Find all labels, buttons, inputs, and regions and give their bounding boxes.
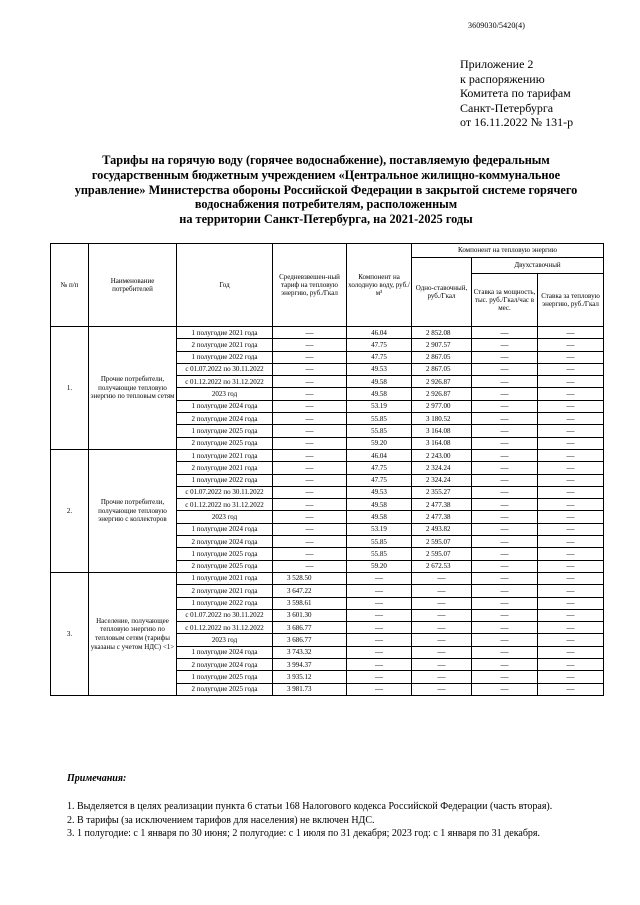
- heat-rate-cell: —: [538, 609, 604, 621]
- heat-rate-cell: —: [538, 339, 604, 351]
- consumer-category: Прочие потребители, получающие тепловую энергию с коллекторов: [89, 449, 177, 572]
- average-tariff-cell: —: [273, 523, 347, 535]
- heat-rate-cell: —: [538, 388, 604, 400]
- notes-block: [67, 773, 552, 841]
- cold-water-cell: —: [347, 683, 412, 695]
- capacity-rate-cell: —: [472, 671, 538, 683]
- one-rate-cell: —: [412, 683, 472, 695]
- heat-rate-cell: —: [538, 572, 604, 584]
- cold-water-cell: 55.85: [347, 536, 412, 548]
- capacity-rate-cell: —: [472, 585, 538, 597]
- capacity-rate-cell: —: [472, 659, 538, 671]
- average-tariff-cell: —: [273, 449, 347, 461]
- average-tariff-cell: 3 994.37: [273, 659, 347, 671]
- appendix-block: [460, 57, 573, 130]
- cold-water-cell: 49.58: [347, 511, 412, 523]
- capacity-rate-cell: —: [472, 400, 538, 412]
- header-cold-water-component: Компонент на холодную воду, руб./м³: [347, 244, 412, 327]
- header-capacity-rate: Ставка за мощность, тыс. руб./Гкал/час в мес.: [472, 274, 538, 327]
- heat-rate-cell: —: [538, 437, 604, 449]
- title-line: водоснабжения потребителям, расположенным: [194, 197, 458, 212]
- document-number: 3609030/5420(4): [468, 21, 526, 30]
- period-cell: 2 полугодие 2024 года: [177, 659, 273, 671]
- capacity-rate-cell: —: [472, 622, 538, 634]
- average-tariff-cell: 3 528.50: [273, 572, 347, 584]
- tariff-table: [50, 243, 604, 696]
- capacity-rate-cell: —: [472, 523, 538, 535]
- capacity-rate-cell: —: [472, 376, 538, 388]
- heat-rate-cell: —: [538, 449, 604, 461]
- average-tariff-cell: 3 601.30: [273, 609, 347, 621]
- header-consumer-name: Наименование потребителей: [89, 244, 177, 327]
- cold-water-cell: 49.58: [347, 388, 412, 400]
- average-tariff-cell: 3 686.77: [273, 622, 347, 634]
- period-cell: 2 полугодие 2025 года: [177, 437, 273, 449]
- average-tariff-cell: —: [273, 536, 347, 548]
- period-cell: с 01.07.2022 по 30.11.2022: [177, 363, 273, 375]
- capacity-rate-cell: —: [472, 449, 538, 461]
- header-heat-component: Компонент на тепловую энергию: [412, 244, 604, 258]
- one-rate-cell: 3 180.52: [412, 413, 472, 425]
- consumer-category: Население, получающее тепловую энергию по тепловым сетям (тарифы указаны с учетом НДС) <1>: [89, 572, 177, 695]
- period-cell: с 01.07.2022 по 30.11.2022: [177, 486, 273, 498]
- appendix-line: к распоряжению: [460, 71, 545, 86]
- table-row: [51, 572, 604, 584]
- average-tariff-cell: —: [273, 560, 347, 572]
- cold-water-cell: 55.85: [347, 413, 412, 425]
- average-tariff-cell: 3 743.32: [273, 646, 347, 658]
- capacity-rate-cell: —: [472, 572, 538, 584]
- period-cell: 1 полугодие 2022 года: [177, 474, 273, 486]
- period-cell: 2 полугодие 2021 года: [177, 585, 273, 597]
- heat-rate-cell: —: [538, 425, 604, 437]
- appendix-line: от 16.11.2022 № 131-р: [460, 115, 574, 130]
- average-tariff-cell: —: [273, 339, 347, 351]
- period-cell: 1 полугодие 2021 года: [177, 572, 273, 584]
- cold-water-cell: —: [347, 659, 412, 671]
- row-number: 3.: [51, 572, 89, 695]
- heat-rate-cell: —: [538, 585, 604, 597]
- period-cell: 1 полугодие 2024 года: [177, 400, 273, 412]
- note-item: 1. Выделяется в целях реализации пункта 6 статьи 168 Налогового кодекса Российской Федерации (часть вторая).: [67, 801, 553, 812]
- heat-rate-cell: —: [538, 474, 604, 486]
- one-rate-cell: —: [412, 671, 472, 683]
- cold-water-cell: —: [347, 671, 412, 683]
- cold-water-cell: 46.04: [347, 449, 412, 461]
- capacity-rate-cell: —: [472, 351, 538, 363]
- one-rate-cell: 2 867.05: [412, 363, 472, 375]
- heat-rate-cell: —: [538, 486, 604, 498]
- average-tariff-cell: —: [273, 351, 347, 363]
- period-cell: 2 полугодие 2025 года: [177, 560, 273, 572]
- cold-water-cell: 59.20: [347, 560, 412, 572]
- average-tariff-cell: 3 686.77: [273, 634, 347, 646]
- capacity-rate-cell: —: [472, 327, 538, 339]
- one-rate-cell: —: [412, 646, 472, 658]
- average-tariff-cell: 3 935.12: [273, 671, 347, 683]
- heat-rate-cell: —: [538, 634, 604, 646]
- heat-rate-cell: —: [538, 597, 604, 609]
- heat-rate-cell: —: [538, 327, 604, 339]
- title-line: управление» Министерства обороны Российской Федерации в закрытой системе горячего: [74, 182, 578, 197]
- capacity-rate-cell: —: [472, 597, 538, 609]
- capacity-rate-cell: —: [472, 560, 538, 572]
- period-cell: с 01.12.2022 по 31.12.2022: [177, 376, 273, 388]
- title-line: государственным бюджетным учреждением «Центральное жилищно-коммунальное: [91, 167, 561, 182]
- header-two-rate: Двухставочный: [472, 258, 604, 274]
- capacity-rate-cell: —: [472, 499, 538, 511]
- heat-rate-cell: —: [538, 462, 604, 474]
- period-cell: 1 полугодие 2025 года: [177, 671, 273, 683]
- cold-water-cell: 49.53: [347, 486, 412, 498]
- one-rate-cell: 2 493.82: [412, 523, 472, 535]
- average-tariff-cell: —: [273, 462, 347, 474]
- period-cell: 1 полугодие 2021 года: [177, 327, 273, 339]
- capacity-rate-cell: —: [472, 486, 538, 498]
- average-tariff-cell: —: [273, 511, 347, 523]
- average-tariff-cell: —: [273, 376, 347, 388]
- heat-rate-cell: —: [538, 548, 604, 560]
- period-cell: 2023 год: [177, 511, 273, 523]
- heat-rate-cell: —: [538, 499, 604, 511]
- period-cell: 2023 год: [177, 388, 273, 400]
- header-num: № п/п: [51, 244, 89, 327]
- period-cell: 2 полугодие 2021 года: [177, 462, 273, 474]
- period-cell: 1 полугодие 2024 года: [177, 646, 273, 658]
- average-tariff-cell: —: [273, 474, 347, 486]
- appendix-line: Санкт-Петербурга: [460, 100, 554, 115]
- cold-water-cell: 49.53: [347, 363, 412, 375]
- capacity-rate-cell: —: [472, 413, 538, 425]
- one-rate-cell: 2 595.07: [412, 536, 472, 548]
- period-cell: 1 полугодие 2025 года: [177, 548, 273, 560]
- average-tariff-cell: —: [273, 437, 347, 449]
- cold-water-cell: 55.85: [347, 548, 412, 560]
- average-tariff-cell: —: [273, 363, 347, 375]
- capacity-rate-cell: —: [472, 425, 538, 437]
- one-rate-cell: —: [412, 609, 472, 621]
- heat-rate-cell: —: [538, 511, 604, 523]
- capacity-rate-cell: —: [472, 548, 538, 560]
- capacity-rate-cell: —: [472, 634, 538, 646]
- period-cell: 1 полугодие 2025 года: [177, 425, 273, 437]
- cold-water-cell: 46.04: [347, 327, 412, 339]
- cold-water-cell: —: [347, 585, 412, 597]
- cold-water-cell: 47.75: [347, 462, 412, 474]
- capacity-rate-cell: —: [472, 339, 538, 351]
- one-rate-cell: 2 477.38: [412, 511, 472, 523]
- table-row: [51, 449, 604, 461]
- cold-water-cell: 49.58: [347, 499, 412, 511]
- one-rate-cell: 2 324.24: [412, 474, 472, 486]
- one-rate-cell: 3 164.08: [412, 437, 472, 449]
- heat-rate-cell: —: [538, 376, 604, 388]
- period-cell: 2023 год: [177, 634, 273, 646]
- period-cell: 1 полугодие 2022 года: [177, 351, 273, 363]
- period-cell: 2 полугодие 2025 года: [177, 683, 273, 695]
- heat-rate-cell: —: [538, 683, 604, 695]
- capacity-rate-cell: —: [472, 388, 538, 400]
- average-tariff-cell: —: [273, 425, 347, 437]
- average-tariff-cell: —: [273, 388, 347, 400]
- one-rate-cell: 2 477.38: [412, 499, 472, 511]
- period-cell: с 01.12.2022 по 31.12.2022: [177, 622, 273, 634]
- one-rate-cell: 2 907.57: [412, 339, 472, 351]
- cold-water-cell: 55.85: [347, 425, 412, 437]
- appendix-line: Приложение 2: [460, 57, 534, 71]
- table-header: [51, 244, 604, 327]
- header-average-tariff: Средневзвешен-ный тариф на тепловую энергию, руб./Гкал: [273, 244, 347, 327]
- header-heat-energy-rate: Ставка за тепловую энергию, руб./Гкал: [538, 274, 604, 327]
- average-tariff-cell: —: [273, 486, 347, 498]
- capacity-rate-cell: —: [472, 536, 538, 548]
- cold-water-cell: 53.19: [347, 400, 412, 412]
- capacity-rate-cell: —: [472, 683, 538, 695]
- cold-water-cell: —: [347, 572, 412, 584]
- row-number: 1.: [51, 327, 89, 450]
- average-tariff-cell: 3 647.22: [273, 585, 347, 597]
- cold-water-cell: 59.20: [347, 437, 412, 449]
- average-tariff-cell: —: [273, 413, 347, 425]
- cold-water-cell: —: [347, 646, 412, 658]
- one-rate-cell: —: [412, 659, 472, 671]
- period-cell: 2 полугодие 2024 года: [177, 413, 273, 425]
- one-rate-cell: 2 926.87: [412, 376, 472, 388]
- heat-rate-cell: —: [538, 351, 604, 363]
- cold-water-cell: —: [347, 609, 412, 621]
- period-cell: с 01.12.2022 по 31.12.2022: [177, 499, 273, 511]
- heat-rate-cell: —: [538, 363, 604, 375]
- one-rate-cell: 2 324.24: [412, 462, 472, 474]
- heat-rate-cell: —: [538, 622, 604, 634]
- one-rate-cell: 2 852.08: [412, 327, 472, 339]
- capacity-rate-cell: —: [472, 363, 538, 375]
- one-rate-cell: 2 672.53: [412, 560, 472, 572]
- cold-water-cell: 49.58: [347, 376, 412, 388]
- period-cell: 1 полугодие 2021 года: [177, 449, 273, 461]
- heat-rate-cell: —: [538, 560, 604, 572]
- average-tariff-cell: —: [273, 499, 347, 511]
- heat-rate-cell: —: [538, 536, 604, 548]
- title-line: Тарифы на горячую воду (горячее водоснабжение), поставляемую федеральным: [102, 153, 550, 167]
- row-number: 2.: [51, 449, 89, 572]
- capacity-rate-cell: —: [472, 437, 538, 449]
- capacity-rate-cell: —: [472, 511, 538, 523]
- notes-heading: Примечания:: [67, 773, 127, 784]
- average-tariff-cell: 3 981.73: [273, 683, 347, 695]
- one-rate-cell: 2 926.87: [412, 388, 472, 400]
- one-rate-cell: 3 164.08: [412, 425, 472, 437]
- table-body: [51, 327, 604, 696]
- capacity-rate-cell: —: [472, 609, 538, 621]
- header-year: Год: [177, 244, 273, 327]
- header-one-rate: Одно-ставочный, руб./Гкал: [412, 258, 472, 327]
- one-rate-cell: —: [412, 597, 472, 609]
- one-rate-cell: 2 243.00: [412, 449, 472, 461]
- capacity-rate-cell: —: [472, 646, 538, 658]
- cold-water-cell: —: [347, 634, 412, 646]
- period-cell: 1 полугодие 2022 года: [177, 597, 273, 609]
- period-cell: 1 полугодие 2024 года: [177, 523, 273, 535]
- average-tariff-cell: —: [273, 548, 347, 560]
- heat-rate-cell: —: [538, 413, 604, 425]
- capacity-rate-cell: —: [472, 474, 538, 486]
- note-item: 2. В тарифы (за исключением тарифов для населения) не включен НДС.: [67, 814, 375, 826]
- heat-rate-cell: —: [538, 400, 604, 412]
- cold-water-cell: —: [347, 597, 412, 609]
- table-row: [51, 327, 604, 339]
- cold-water-cell: 47.75: [347, 339, 412, 351]
- cold-water-cell: —: [347, 622, 412, 634]
- period-cell: с 01.07.2022 по 30.11.2022: [177, 609, 273, 621]
- period-cell: 2 полугодие 2024 года: [177, 536, 273, 548]
- one-rate-cell: 2 867.05: [412, 351, 472, 363]
- period-cell: 2 полугодие 2021 года: [177, 339, 273, 351]
- average-tariff-cell: 3 598.61: [273, 597, 347, 609]
- average-tariff-cell: —: [273, 327, 347, 339]
- appendix-line: Комитета по тарифам: [460, 86, 571, 101]
- heat-rate-cell: —: [538, 659, 604, 671]
- capacity-rate-cell: —: [472, 462, 538, 474]
- average-tariff-cell: —: [273, 400, 347, 412]
- cold-water-cell: 53.19: [347, 523, 412, 535]
- note-item: 3. 1 полугодие: с 1 января по 30 июня; 2 полугодие: с 1 июля по 31 декабря; 2023 год: с 1 января по 31 декабря.: [67, 828, 541, 839]
- one-rate-cell: —: [412, 634, 472, 646]
- document-title: [58, 153, 594, 227]
- one-rate-cell: 2 977.00: [412, 400, 472, 412]
- one-rate-cell: —: [412, 622, 472, 634]
- consumer-category: Прочие потребители, получающие тепловую энергию по тепловым сетям: [89, 327, 177, 450]
- cold-water-cell: 47.75: [347, 351, 412, 363]
- cold-water-cell: 47.75: [347, 474, 412, 486]
- one-rate-cell: 2 595.07: [412, 548, 472, 560]
- one-rate-cell: 2 355.27: [412, 486, 472, 498]
- heat-rate-cell: —: [538, 671, 604, 683]
- heat-rate-cell: —: [538, 523, 604, 535]
- heat-rate-cell: —: [538, 646, 604, 658]
- one-rate-cell: —: [412, 585, 472, 597]
- one-rate-cell: —: [412, 572, 472, 584]
- title-line: на территории Санкт-Петербурга, на 2021-2025 годы: [179, 212, 473, 227]
